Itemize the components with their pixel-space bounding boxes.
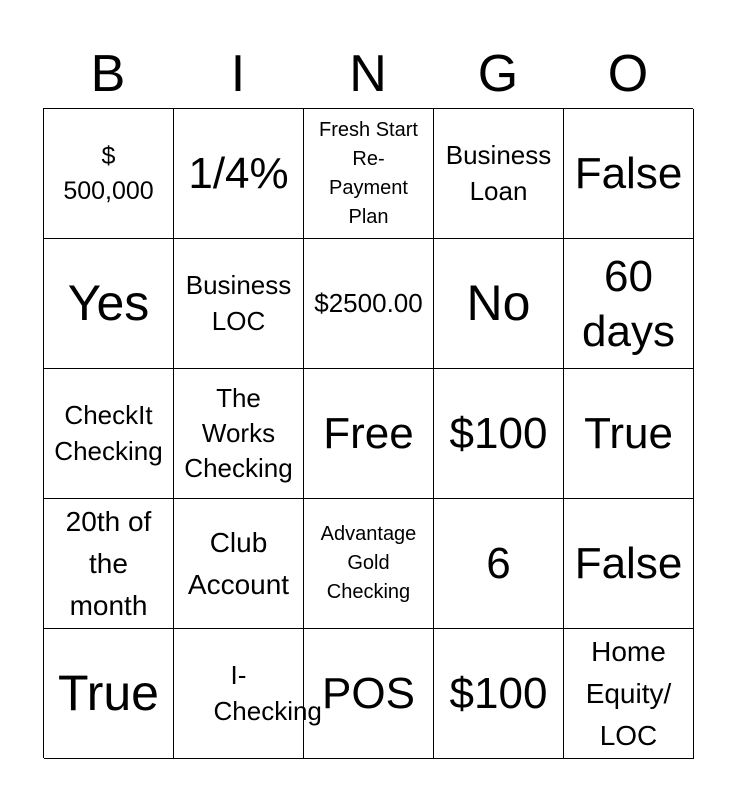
cell-text: 60 days	[582, 251, 675, 356]
bingo-cell[interactable]	[44, 629, 174, 759]
bingo-cell[interactable]	[564, 109, 694, 239]
bingo-cell[interactable]	[434, 499, 564, 629]
header-letter-g: G	[477, 45, 519, 103]
bingo-cell[interactable]	[434, 109, 564, 239]
cell-text: The Works Checking	[184, 382, 293, 484]
cell-text: $100	[449, 409, 548, 458]
bingo-board	[43, 108, 693, 758]
header-letter-i: I	[230, 45, 246, 103]
cell-text: $2500.00	[314, 287, 423, 318]
bingo-cell[interactable]	[304, 109, 434, 239]
bingo-cell[interactable]	[434, 239, 564, 369]
cell-text: False	[574, 539, 683, 588]
bingo-cell[interactable]	[44, 109, 174, 239]
cell-text: True	[584, 409, 673, 458]
header-letter-o: O	[607, 45, 649, 103]
bingo-cell[interactable]	[174, 239, 304, 369]
bingo-cell[interactable]	[304, 629, 434, 759]
cell-text: Home Equity/ LOC	[585, 635, 672, 751]
bingo-header	[43, 40, 693, 108]
bingo-cell[interactable]	[174, 109, 304, 239]
cell-text: 1/4%	[188, 149, 289, 198]
header-letter-n: N	[349, 45, 387, 103]
cell-text: False	[574, 149, 683, 198]
bingo-cell[interactable]	[434, 369, 564, 499]
cell-text: $100	[449, 669, 548, 718]
cell-text: 6	[486, 539, 511, 588]
cell-text: Yes	[67, 275, 150, 332]
bingo-cell[interactable]	[44, 369, 174, 499]
bingo-cell[interactable]	[564, 369, 694, 499]
cell-text: POS	[322, 669, 415, 718]
cell-text: 20th of the month	[65, 505, 152, 621]
header-letter-b: B	[90, 45, 126, 103]
bingo-cell[interactable]	[304, 239, 434, 369]
bingo-cell[interactable]	[174, 629, 322, 759]
bingo-cell[interactable]	[44, 239, 174, 369]
cell-text: Fresh Start Re-Payment Plan	[319, 118, 418, 228]
bingo-cell[interactable]	[434, 629, 564, 759]
bingo-cell[interactable]	[564, 629, 694, 759]
bingo-cell[interactable]	[304, 499, 434, 629]
bingo-cell[interactable]	[174, 369, 304, 499]
bingo-cell[interactable]	[174, 499, 304, 629]
cell-text: No	[466, 275, 531, 332]
bingo-cell[interactable]	[564, 499, 694, 629]
cell-text: CheckIt Checking	[54, 400, 163, 466]
bingo-cell[interactable]	[564, 239, 694, 369]
cell-text: Club Account	[187, 526, 290, 600]
cell-text: Business LOC	[185, 270, 292, 336]
cell-text: Business Loan	[445, 140, 552, 206]
bingo-cell[interactable]	[304, 369, 434, 499]
cell-text: True	[58, 665, 159, 722]
cell-text: $ 500,000	[63, 141, 154, 205]
cell-text: Free	[323, 409, 414, 458]
cell-text: Advantage Gold Checking	[320, 523, 417, 603]
bingo-cell[interactable]	[44, 499, 174, 629]
cell-text: I-Checking	[213, 660, 322, 726]
